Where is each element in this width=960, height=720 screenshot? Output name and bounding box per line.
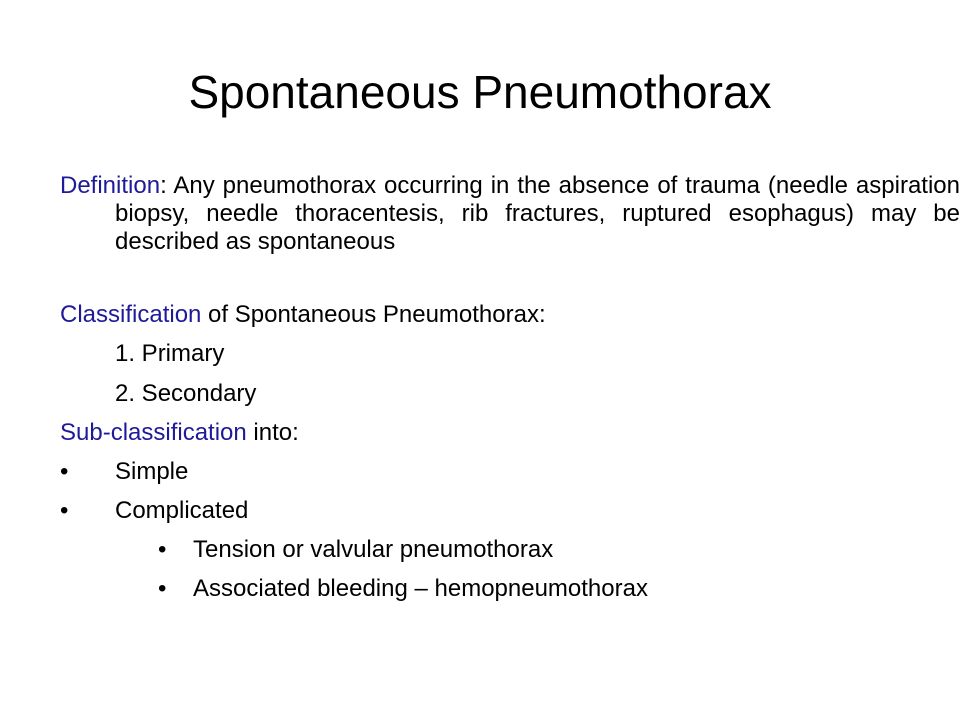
bullet-text: Complicated	[115, 497, 249, 524]
bullet-icon: •	[158, 536, 167, 563]
classification-heading	[60, 301, 546, 329]
sub-bullet-text: Tension or valvular pneumothorax	[193, 536, 554, 563]
classification-label: Classification	[60, 301, 202, 328]
bullet-icon: •	[60, 497, 69, 524]
bullet-icon: •	[158, 575, 167, 602]
sub-bullet-text: Associated bleeding – hemopneumothorax	[193, 575, 648, 602]
classification-text: of Spontaneous Pneumothorax:	[201, 301, 546, 328]
classification-item-primary: 1. Primary	[115, 340, 225, 367]
subclassification-heading	[60, 419, 299, 447]
classification-item-secondary: 2. Secondary	[115, 380, 257, 407]
bullet-text: Simple	[115, 458, 189, 485]
definition-text: : Any pneumothorax occurring in the absence of trauma (needle aspiration biopsy, needle thoracentesis, rib fractures, ruptured esophagus) may be described as spontaneous	[115, 172, 960, 255]
slide-title: Spontaneous Pneumothorax	[188, 66, 772, 118]
subclassification-label: Sub-classification	[60, 419, 247, 446]
definition-paragraph	[60, 172, 960, 256]
subclassification-text: into:	[246, 419, 299, 446]
bullet-icon: •	[60, 458, 69, 485]
definition-label: Definition	[60, 172, 161, 199]
